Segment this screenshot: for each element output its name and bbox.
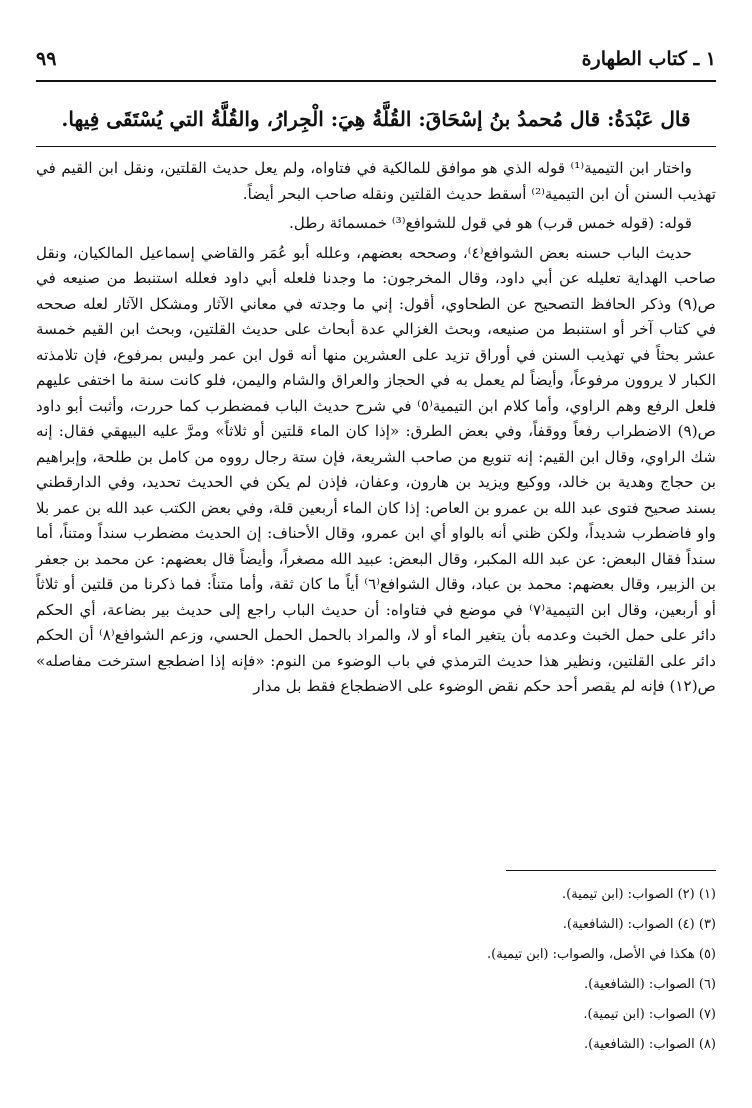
header-rule: [36, 80, 716, 82]
footnote: (٣) (٤) الصواب: (الشافعية).: [562, 917, 716, 932]
chapter-title: ١ ـ كتاب الطهارة: [581, 48, 716, 70]
running-header: [36, 48, 716, 74]
commentary: [36, 156, 716, 700]
text-separator-rule: [36, 146, 716, 147]
footnote: (١) (٢) الصواب: (ابن تيمية).: [562, 887, 716, 902]
footnotes: [36, 880, 716, 1060]
footnote-rule: [506, 870, 716, 871]
page-number: ٩٩: [36, 48, 57, 70]
footnote: (٧) الصواب: (ابن تيمية).: [583, 1007, 716, 1022]
footnote: (٨) الصواب: (الشافعية).: [584, 1037, 716, 1052]
commentary-paragraph: قوله: (قوله خمس قرب) هو في قول للشوافع⁽³⁾ خمسمائة رطل.: [289, 214, 692, 232]
footnote: (٦) الصواب: (الشافعية).: [584, 977, 716, 992]
footnote: (٥) هكذا في الأصل، والصواب: (ابن تيمية).: [487, 947, 716, 962]
commentary-paragraph: واختار ابن التيمية⁽¹⁾ قوله الذي هو موافق للمالكية في فتاواه، ولم يعل حديث القلتين، ونقل ابن القيم في تهذيب السنن أن ابن التيمية⁽²⁾ أسقط حديث القلتين ونقله صاحب البحر أيضاً.: [36, 159, 716, 203]
commentary-paragraph: حديث الباب حسنه بعض الشوافع⁽٤⁾، وصححه بعضهم، وعلله أبو عُمَر والقاضي إسماعيل المالكيان، ونقل صاحب الهداية تعليله عن أبي داود، وقال المخرجون: ما وجدنا فلعله أبي داود فعلله استنبط من صنيعه في ص(٩) وذكر الحافظ التصحيح عن الطحاوي، أقول: إني ما وجدته في معاني الآثار ومشكل الآثار لعله صححه في كتاب آخر أو استنبط من صنيعه، وبحث الغزالي عدة أبحاث على حديث القلتين، وبحث ابن القيم خمسة عشر بحثاً في تهذيب السنن في أوراق تزيد على العشرين منها أنه قول ابن عمر وليس بمرفوع، فإن تلامذته الكبار لا يروون مرفوعاً، وأيضاً لم يعمل به في الحجاز والعراق والشام واليمن، فلو كانت سنة ما اختفى عليهم فلعل الرفع وهم الراوي، وأما كلام ابن التيمية⁽٥⁾ في شرح حديث الباب فمضطرب كما حررت، وأثبت أبو داود ص(٩) الاضطراب رفعاً ووقفاً، وفي بعض الطرق: «إذا كان الماء قلتين أو ثلاثاً» ومرَّ عليه البيهقي فقال: إنه شك الراوي، وقال ابن القيم: إنه تنويع من صاحب الشريعة، فإن ستة رجال رووه من كامل بن طلحة، وإبراهيم بن حجاج وهدية بن خالد، ووكيع ويزيد بن هارون، وعفان، فإذن لم يكن في الحديث تحديد، وفي الدارقطني بسند صحيح فتوى عبد الله بن عمرو بن العاص: إذا كان الماء أربعين قلة، وفي بعض الكتب عبد الله بن عمر بلا واو فاضطرب شديداً، ولكن ظني أنه بالواو أي ابن عمرو، وقال الأحناف: إن الحديث مضطرب سنداً ومتناً، أما سنداً فقال البعض: عن عبد الله المكبر، وقال البعض: عبيد الله مصغراً، وأيضاً قال بعضهم: عن محمد بن جعفر بن الزبير، وقال بعضهم: محمد بن عباد، وقال الشوافع⁽٦⁾ أياً ما كان ثقة، وأما متناً: فما ذكرنا من قلتين أو ثلاثاً أو أربعين، وقال ابن التيمية⁽٧⁾ في موضع في فتاواه: أن حديث الباب راجع إلى حديث بير بضاعة، أي الحكم دائر على حمل الخبث وعدمه بأن يتغير الماء أو لا، والمراد بالحمل الحمل الحسي، وزعم الشوافع⁽٨⁾ أن الحكم دائر على القلتين، ونظير هذا حديث الترمذي في باب الوضوء من النوم: «فإنه إذا اضطجع استرخت مفاصله» ص(١٢) فإنه لم يقصر أحد حكم نقض الوضوء على الاضطجاع فقط بل مدار: [36, 243, 717, 695]
hadith-text: قال عَبْدَةُ: قال مُحمدُ بنُ إسْحَاقَ: القُلَّةُ هِيَ: الْجِرارُ، والقُلَّةُ التي يُسْتَقَى فِيها.: [61, 107, 691, 131]
